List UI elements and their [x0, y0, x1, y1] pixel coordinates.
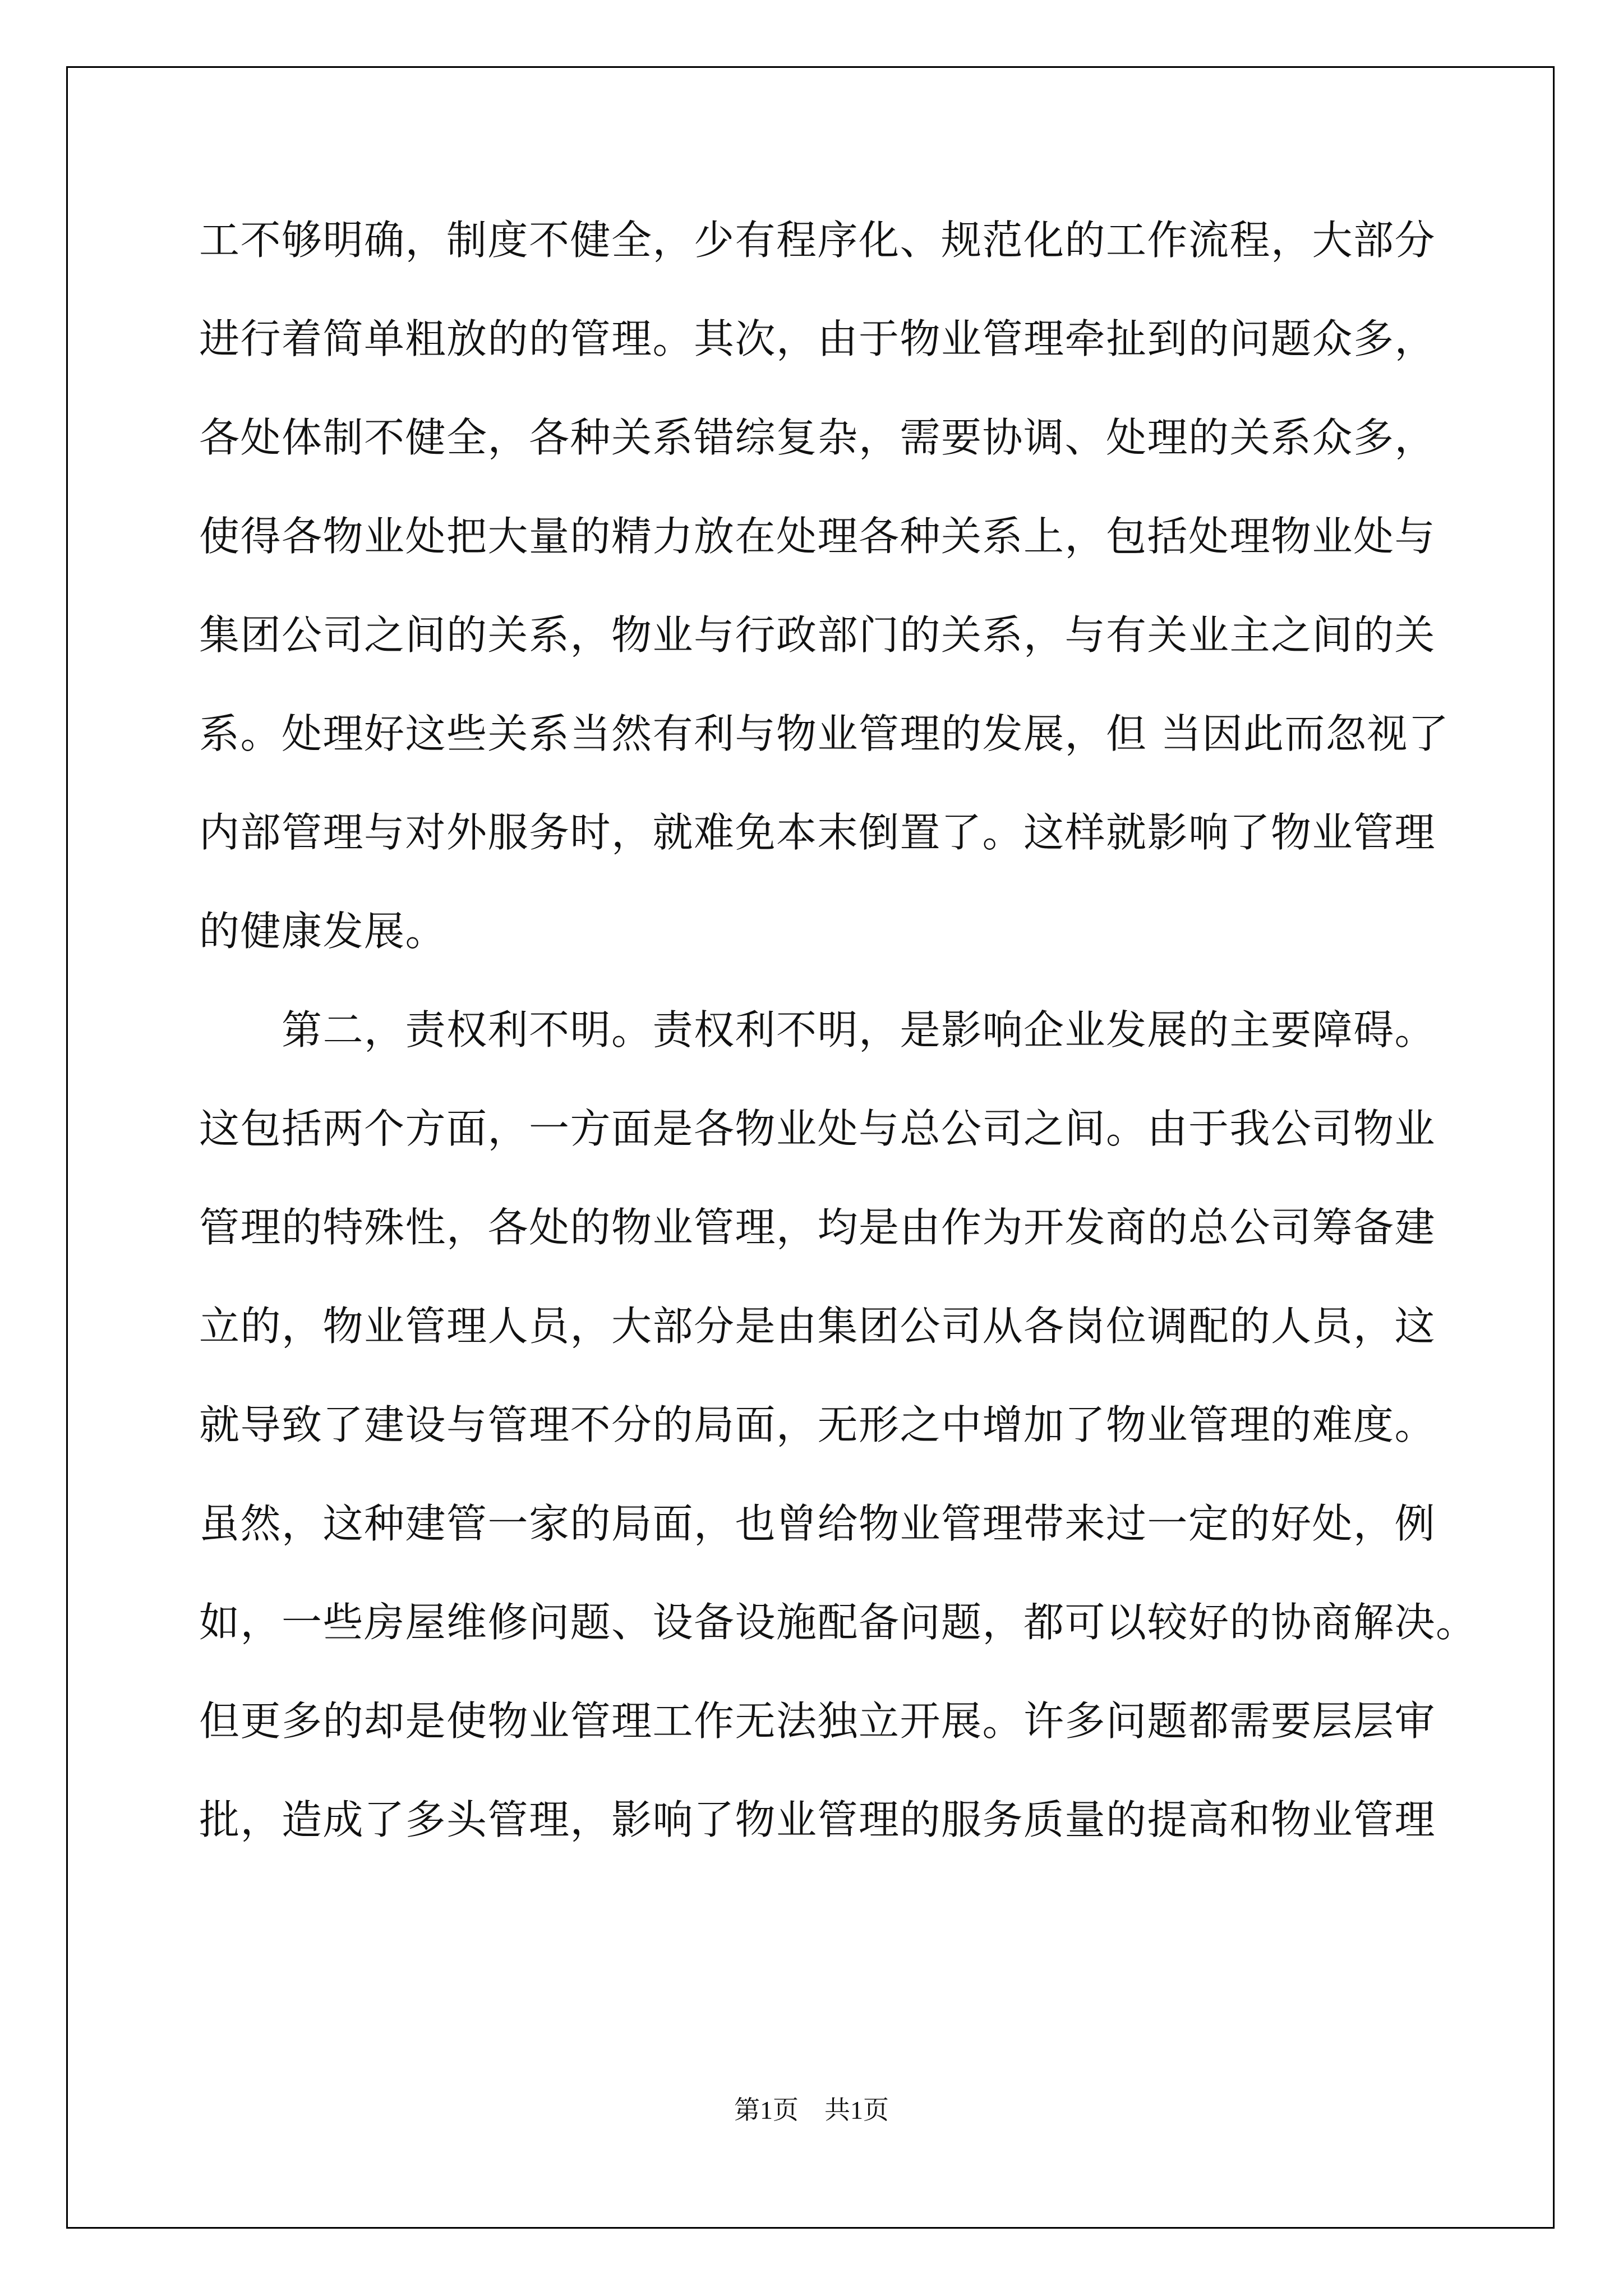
- text-line: 就导致了建设与管理不分的局面，无形之中增加了物业管理的难度。: [199, 1401, 1436, 1448]
- text-line: 第二，责权利不明。责权利不明，是影响企业发展的主要障碍。: [199, 1006, 1436, 1053]
- text-line: 如，一些房屋维修问题、设备设施配备问题，都可以较好的协商解决。: [199, 1599, 1477, 1646]
- text-line: 集团公司之间的关系，物业与行政部门的关系，与有关业主之间的关: [199, 611, 1436, 659]
- text-line: 管理的特殊性，各处的物业管理，均是由作为开发商的总公司筹备建: [199, 1204, 1436, 1251]
- text-line: 但更多的却是使物业管理工作无法独立开展。许多问题都需要层层审: [199, 1697, 1436, 1745]
- text-line: 批，造成了多头管理，影响了物业管理的服务质量的提高和物业管理: [199, 1796, 1436, 1843]
- text-line: 虽然，这种建管一家的局面，也曾给物业管理带来过一定的好处，例: [199, 1500, 1436, 1547]
- page-footer: 第1页 共1页: [734, 2096, 889, 2124]
- text-line: 的健康发展。: [199, 908, 447, 955]
- text-line: 进行着简单粗放的的管理。其次，由于物业管理牵扯到的问题众多，: [199, 315, 1436, 362]
- text-line: 这包括两个方面，一方面是各物业处与总公司之间。由于我公司物业: [199, 1105, 1436, 1152]
- text-line: 内部管理与对外服务时，就难免本末倒置了。这样就影响了物业管理: [199, 809, 1436, 856]
- text-line: 工不够明确，制度不健全，少有程序化、规范化的工作流程，大部分: [199, 217, 1436, 264]
- document-body: [199, 213, 1477, 1892]
- text-line: 使得各物业处把大量的精力放在处理各种关系上，包括处理物业处与: [199, 513, 1436, 560]
- text-line: 系。处理好这些关系当然有利与物业管理的发展，但 当因此而忽视了: [199, 710, 1450, 757]
- text-line: 各处体制不健全，各种关系错综复杂，需要协调、处理的关系众多，: [199, 414, 1436, 461]
- text-line: 立的，物业管理人员，大部分是由集团公司从各岗位调配的人员，这: [199, 1303, 1436, 1350]
